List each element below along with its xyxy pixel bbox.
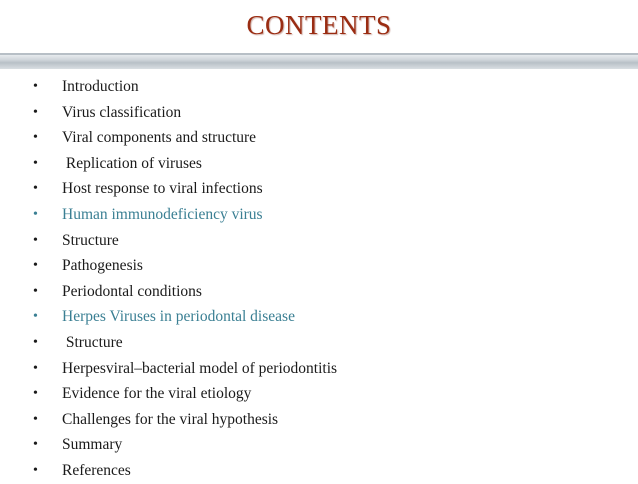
list-item (0, 330, 638, 356)
list-item-label: Structure (62, 333, 123, 351)
bullet-icon: • (33, 411, 38, 427)
bullet-icon: • (33, 283, 38, 299)
list-item-label: Introduction (62, 78, 139, 95)
list-item-label: Summary (62, 436, 123, 454)
list-item-label: References (62, 461, 131, 479)
list-item-label: Pathogenesis (62, 257, 143, 275)
list-item (0, 432, 638, 458)
list-item-label: Challenges for the viral hypothesis (62, 410, 279, 428)
list-item-label: Human immunodeficiency virus (62, 205, 263, 223)
list-item-label: Virus classification (62, 103, 182, 121)
bullet-icon: • (33, 360, 38, 376)
list-item (0, 253, 638, 279)
list-item (0, 407, 638, 433)
list-item-label: Herpes Viruses in periodontal disease (62, 308, 295, 326)
bullet-icon: • (33, 155, 38, 171)
list-item-label: Viral components and structure (62, 129, 257, 147)
list-item (0, 228, 638, 254)
bullet-icon: • (33, 232, 38, 248)
list-item (0, 74, 638, 100)
list-item (0, 151, 638, 177)
list-item (0, 176, 638, 202)
bullet-icon: • (33, 309, 38, 325)
list-item (0, 100, 638, 126)
title-divider-bar (0, 55, 638, 69)
list-item-label: Structure (62, 231, 119, 249)
list-item (0, 356, 638, 382)
list-item (0, 458, 638, 484)
list-item (0, 125, 638, 151)
contents-list (0, 74, 638, 484)
slide-title: CONTENTS (246, 10, 392, 40)
list-item-label: Evidence for the viral etiology (62, 385, 252, 403)
bullet-icon: • (33, 437, 38, 453)
bullet-icon: • (33, 104, 38, 120)
list-item (0, 304, 638, 330)
list-item-label: Periodontal conditions (62, 282, 202, 300)
list-item (0, 279, 638, 305)
bullet-icon: • (33, 79, 38, 94)
bullet-icon: • (33, 181, 38, 197)
bullet-icon: • (33, 258, 38, 274)
bullet-icon: • (33, 206, 38, 222)
bullet-icon: • (33, 130, 38, 146)
list-item (0, 202, 638, 228)
list-item-label: Herpesviral–bacterial model of periodontitis (62, 359, 338, 377)
list-item (0, 381, 638, 407)
list-item-label: Replication of viruses (62, 154, 202, 172)
bullet-icon: • (33, 462, 38, 478)
bullet-icon: • (33, 386, 38, 402)
bullet-icon: • (33, 334, 38, 350)
list-item-label: Host response to viral infections (62, 180, 263, 198)
